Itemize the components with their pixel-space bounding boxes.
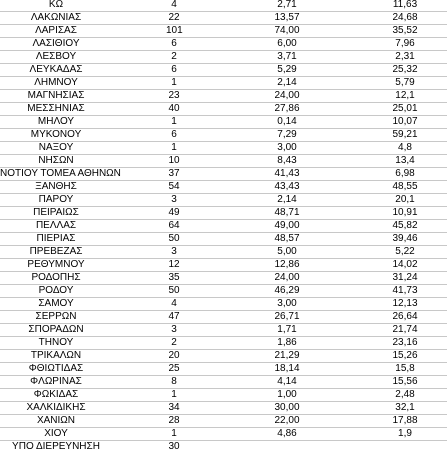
rate-cell: 4,8 [398,142,412,153]
average-cell: 22,00 [274,415,300,426]
average-cell: 3,00 [277,298,297,309]
table-row [0,24,447,37]
region-name-cell: ΣΠΟΡΑΔΩΝ [28,324,84,335]
region-name-cell: ΧΑΛΚΙΔΙΚΗΣ [26,402,86,413]
table-row [0,427,447,440]
region-name-cell: ΜΕΣΣΗΝΙΑΣ [27,103,85,114]
region-name-cell: ΧΙΟΥ [44,428,68,439]
region-name-cell: ΠΕΙΡΑΙΩΣ [33,207,79,218]
region-name-cell: ΦΘΙΩΤΙΔΑΣ [28,363,84,374]
table-row [0,50,447,63]
cases-cell: 40 [168,103,180,114]
cases-cell: 50 [168,233,180,244]
rate-cell: 23,16 [392,337,418,348]
cases-cell: 1 [171,428,177,439]
region-name-cell: ΠΑΡΟΥ [38,194,74,205]
cases-cell: 64 [168,220,180,231]
table-row [0,362,447,375]
table-row [0,401,447,414]
table-row [0,141,447,154]
region-name-cell: ΜΥΚΟΝΟΥ [30,129,82,140]
cases-cell: 22 [168,12,180,23]
table-row [0,37,447,50]
rate-cell: 17,88 [392,415,418,426]
table-row [0,154,447,167]
rate-cell: 11,63 [392,0,418,10]
region-name-cell: ΛΑΡΙΣΑΣ [35,25,77,36]
average-cell: 30,00 [274,402,300,413]
cases-cell: 49 [168,207,180,218]
region-name-cell: ΝΑΞΟΥ [38,142,74,153]
region-name-cell: ΡΕΘΥΜΝΟΥ [27,259,85,270]
rate-cell: 45,82 [392,220,418,231]
table-row [0,375,447,388]
average-cell: 5,29 [277,64,297,75]
region-name-cell: ΡΟΔΟΠΗΣ [31,272,81,283]
rate-cell: 20,1 [395,194,415,205]
cases-cell: 54 [168,181,180,192]
table-row [0,89,447,102]
region-name-cell: ΚΩ [48,0,64,10]
rate-cell: 2,31 [395,51,415,62]
cases-cell: 1 [171,77,177,88]
cases-cell: 34 [168,402,180,413]
average-cell: 13,57 [274,12,300,23]
rate-cell: 7,96 [395,38,415,49]
rate-cell: 25,32 [392,64,418,75]
cases-cell: 20 [168,350,180,361]
average-cell: 2,14 [277,194,297,205]
rate-cell: 15,26 [392,350,418,361]
table-row [0,284,447,297]
table-row [0,76,447,89]
cases-cell: 3 [171,246,177,257]
average-cell: 6,00 [277,38,297,49]
average-cell: 0,14 [277,116,297,127]
region-name-cell: ΠΕΛΛΑΣ [35,220,77,231]
average-cell: 3,00 [277,142,297,153]
region-name-cell: ΜΗΛΟΥ [37,116,75,127]
region-name-cell: ΛΑΚΩΝΙΑΣ [30,12,82,23]
average-cell: 2,14 [277,77,297,88]
rate-cell: 10,07 [392,116,418,127]
region-name-cell: ΤΗΝΟΥ [38,337,74,348]
rate-cell: 5,79 [395,77,415,88]
rate-cell: 6,98 [395,168,415,179]
table-row [0,245,447,258]
table-row [0,167,447,180]
region-name-cell: ΡΟΔΟΥ [38,285,74,296]
region-name-cell: ΛΕΥΚΑΔΑΣ [29,64,83,75]
rate-cell: 25,01 [392,103,418,114]
rate-cell: 1,9 [398,428,412,439]
average-cell: 41,43 [274,168,300,179]
region-name-cell: ΣΑΜΟΥ [38,298,74,309]
region-name-cell: ΠΙΕΡΙΑΣ [36,233,76,244]
region-name-cell: ΤΡΙΚΑΛΩΝ [30,350,82,361]
cases-cell: 2 [171,51,177,62]
table-row [0,232,447,245]
cases-cell: 4 [171,298,177,309]
cases-cell: 3 [171,324,177,335]
cases-cell: 4 [171,0,177,10]
region-name-cell: ΛΗΜΝΟΥ [34,77,78,88]
region-name-cell: ΝΗΣΩΝ [38,155,74,166]
region-name-cell: ΛΕΣΒΟΥ [35,51,77,62]
average-cell: 49,00 [274,220,300,231]
table-row [0,63,447,76]
average-cell: 12,86 [274,259,300,270]
table-row [0,128,447,141]
region-name-cell: ΣΕΡΡΩΝ [35,311,77,322]
table-row [0,219,447,232]
table-row [0,388,447,401]
average-cell: 24,00 [274,90,300,101]
average-cell: 2,71 [277,0,297,10]
cases-cell: 1 [171,142,177,153]
rate-cell: 39,46 [392,233,418,244]
cases-cell: 23 [168,90,180,101]
table-row [0,206,447,219]
cases-cell: 30 [168,441,180,452]
region-name-cell: ΠΡΕΒΕΖΑΣ [29,246,83,257]
cases-cell: 10 [168,155,180,166]
average-cell: 26,71 [274,311,300,322]
rate-cell: 12,13 [392,298,418,309]
average-cell: 74,00 [274,25,300,36]
rate-cell: 13,4 [395,155,415,166]
average-cell: 18,14 [274,363,300,374]
rate-cell: 32,1 [395,402,415,413]
cases-cell: 12 [168,259,180,270]
cases-cell: 3 [171,194,177,205]
cases-cell: 6 [171,64,177,75]
table-row [0,310,447,323]
average-cell: 4,86 [277,428,297,439]
cases-cell: 47 [168,311,180,322]
cases-cell: 6 [171,129,177,140]
table-row [0,115,447,128]
average-cell: 48,71 [274,207,300,218]
average-cell: 7,29 [277,129,297,140]
rate-cell: 26,64 [392,311,418,322]
cases-cell: 25 [168,363,180,374]
cases-cell: 101 [166,25,183,36]
average-cell: 27,86 [274,103,300,114]
table-row [0,258,447,271]
cases-cell: 28 [168,415,180,426]
rate-cell: 21,74 [392,324,418,335]
average-cell: 3,71 [277,51,297,62]
table-row [0,193,447,206]
table-row [0,11,447,24]
cases-cell: 50 [168,285,180,296]
table-row [0,102,447,115]
average-cell: 1,86 [277,337,297,348]
cases-cell: 8 [171,376,177,387]
table-row [0,440,447,453]
cases-cell: 1 [171,116,177,127]
region-name-cell: ΝΟΤΙΟΥ ΤΟΜΕΑ ΑΘΗΝΩΝ [0,168,121,179]
rate-cell: 15,8 [395,363,415,374]
region-name-cell: ΥΠΟ ΔΙΕΡΕΥΝΗΣΗ [12,441,100,452]
average-cell: 4,14 [277,376,297,387]
cases-cell: 2 [171,337,177,348]
region-name-cell: ΛΑΣΙΘΙΟΥ [32,38,80,49]
rate-cell: 15,56 [392,376,418,387]
average-cell: 1,71 [277,324,297,335]
table-row [0,271,447,284]
table-row [0,336,447,349]
rate-cell: 5,22 [395,246,415,257]
average-cell: 48,57 [274,233,300,244]
average-cell: 8,43 [277,155,297,166]
cases-cell: 1 [171,389,177,400]
cases-cell: 37 [168,168,180,179]
average-cell: 21,29 [274,350,300,361]
average-cell: 1,00 [277,389,297,400]
rate-cell: 14,02 [392,259,418,270]
region-name-cell: ΞΑΝΘΗΣ [35,181,77,192]
rate-cell: 35,52 [392,25,418,36]
cases-cell: 6 [171,38,177,49]
rate-cell: 59,21 [392,129,418,140]
average-cell: 24,00 [274,272,300,283]
table-row [0,414,447,427]
cases-cell: 35 [168,272,180,283]
table-row [0,323,447,336]
rate-cell: 24,68 [392,12,418,23]
average-cell: 5,00 [277,246,297,257]
average-cell: 46,29 [274,285,300,296]
rate-cell: 12,1 [395,90,415,101]
region-name-cell: ΦΛΩΡΙΝΑΣ [30,376,82,387]
table-row [0,0,447,11]
rate-cell: 41,73 [392,285,418,296]
table-row [0,180,447,193]
region-name-cell: ΜΑΓΝΗΣΙΑΣ [27,90,85,101]
table-row [0,349,447,362]
region-name-cell: ΦΩΚΙΔΑΣ [33,389,79,400]
region-name-cell: ΧΑΝΙΩΝ [36,415,76,426]
table-row [0,297,447,310]
rate-cell: 31,24 [392,272,418,283]
rate-cell: 2,48 [395,389,415,400]
average-cell: 43,43 [274,181,300,192]
rate-cell: 10,91 [392,207,418,218]
rate-cell: 48,55 [392,181,418,192]
